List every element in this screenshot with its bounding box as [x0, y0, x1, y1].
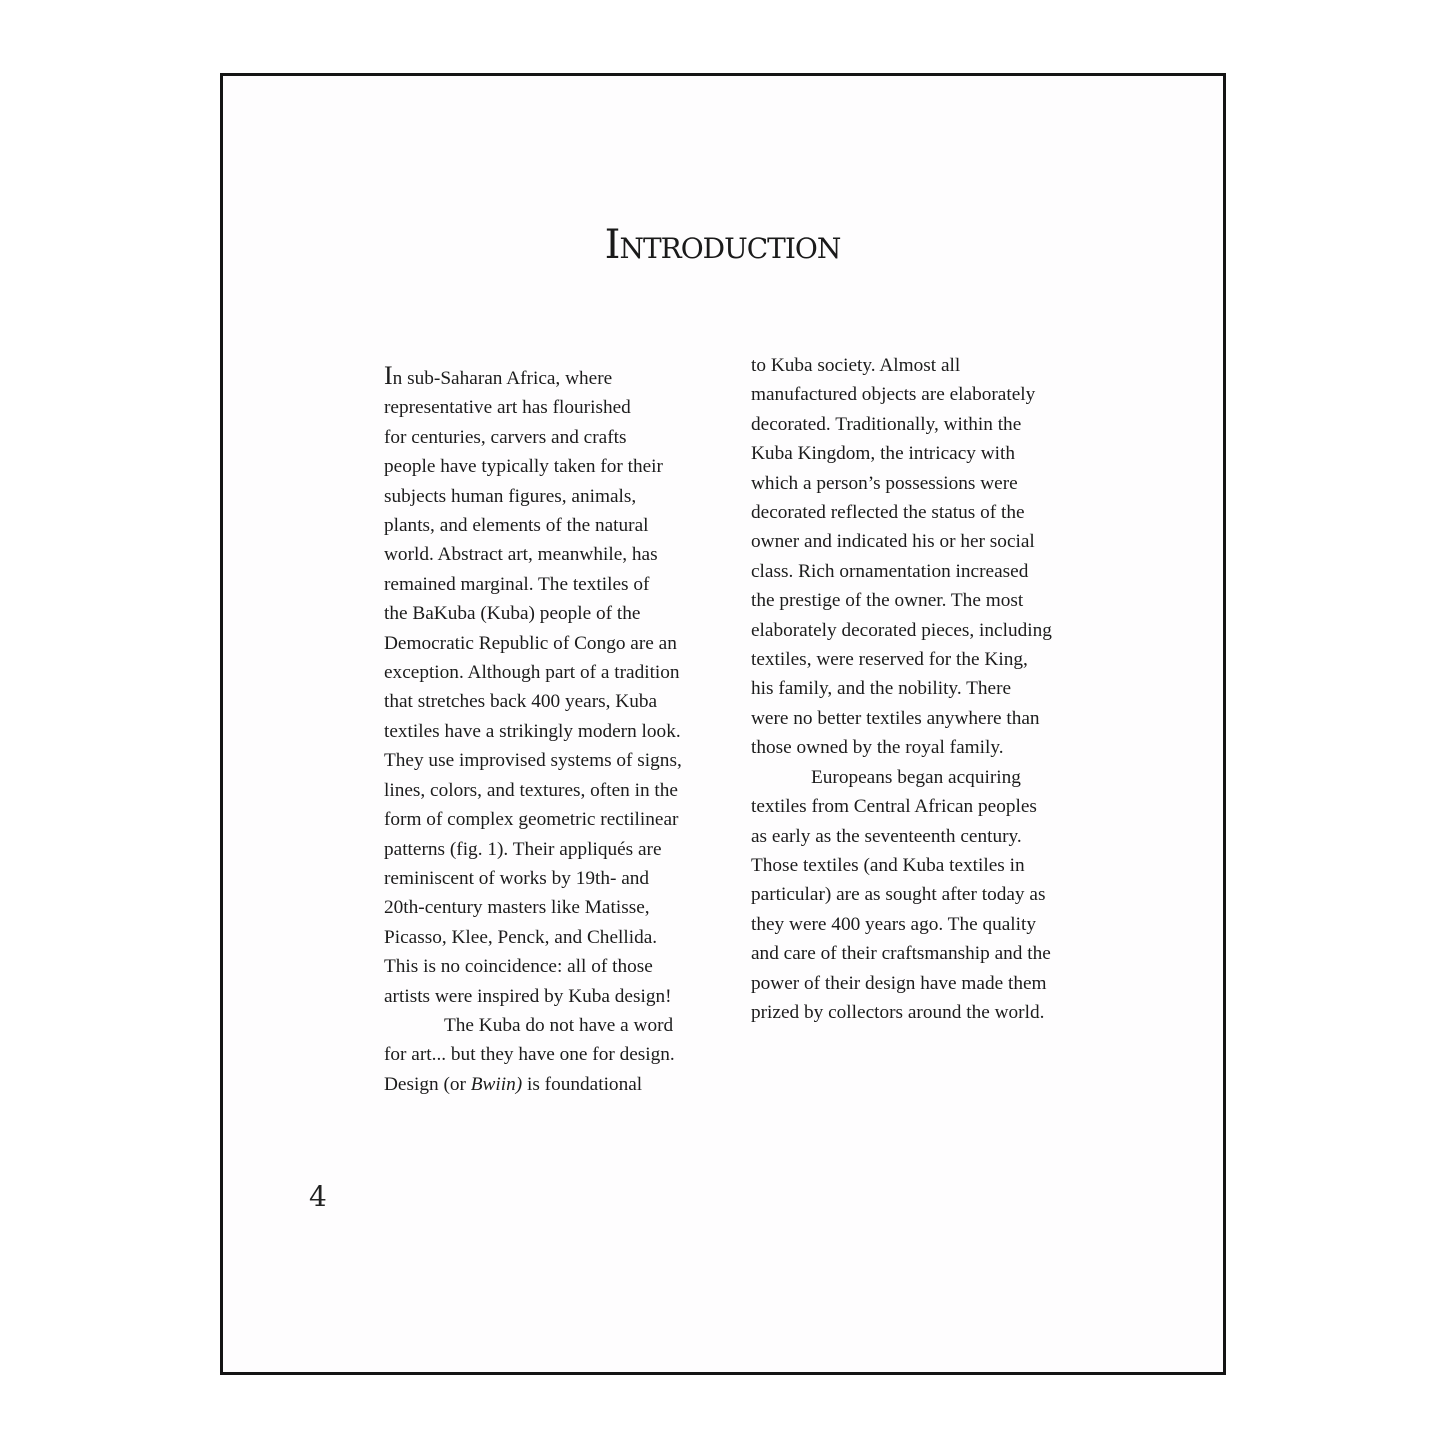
- text-line: [384, 361, 682, 393]
- drop-cap: I: [384, 361, 393, 390]
- text-fragment: n sub-Saharan Africa, where: [392, 368, 613, 389]
- text-line: his family, and the nobility. There: [751, 678, 1012, 700]
- text-line: class. Rich ornamentation increased: [751, 560, 1029, 582]
- text-line: Europeans began acquiring: [811, 766, 1021, 788]
- text-line: decorated. Traditionally, within the: [751, 413, 1022, 435]
- text-line: Democratic Republic of Congo are an: [384, 632, 677, 654]
- text-line: textiles have a strikingly modern look.: [384, 720, 681, 742]
- text-fragment: Design (or: [384, 1073, 471, 1095]
- text-line: were no better textiles anywhere than: [751, 707, 1040, 729]
- text-line: for art... but they have one for design.: [384, 1044, 675, 1066]
- text-line: those owned by the royal family.: [751, 737, 1004, 759]
- text-line: they were 400 years ago. The quality: [751, 913, 1037, 935]
- text-line: particular) are as sought after today as: [751, 884, 1046, 906]
- text-line: subjects human figures, animals,: [384, 485, 637, 507]
- italic-term: Bwiin): [470, 1073, 523, 1095]
- text-line: to Kuba society. Almost all: [751, 355, 961, 376]
- text-column-left: [384, 361, 682, 1099]
- text-line: world. Abstract art, meanwhile, has: [384, 544, 658, 566]
- text-line: plants, and elements of the natural: [384, 515, 649, 537]
- text-line: prized by collectors around the world.: [751, 1001, 1045, 1023]
- text-line: Those textiles (and Kuba textiles in: [751, 854, 1025, 876]
- text-fragment: is foundational: [522, 1073, 643, 1095]
- page-title: Introduction: [604, 222, 841, 268]
- text-line: This is no coincidence: all of those: [384, 956, 653, 978]
- text-line: The Kuba do not have a word: [444, 1014, 674, 1036]
- text-line: manufactured objects are elaborately: [751, 384, 1036, 406]
- page-number: 4: [309, 1180, 327, 1213]
- text-line: elaborately decorated pieces, including: [751, 619, 1052, 641]
- text-line: 20th-century masters like Matisse,: [384, 897, 650, 919]
- text-line: reminiscent of works by 19th- and: [384, 867, 650, 889]
- text-line: and care of their craftsmanship and the: [751, 943, 1051, 965]
- text-line: textiles from Central African peoples: [751, 796, 1037, 818]
- text-line: as early as the seventeenth century.: [751, 825, 1022, 847]
- text-line: decorated reflected the status of the: [751, 502, 1025, 524]
- text-line: that stretches back 400 years, Kuba: [384, 691, 658, 713]
- text-line: patterns (fig. 1). Their appliqués are: [384, 838, 662, 860]
- text-line: for centuries, carvers and crafts: [384, 426, 627, 448]
- text-line: Picasso, Klee, Penck, and Chellida.: [384, 926, 658, 948]
- text-line: people have typically taken for their: [384, 456, 663, 478]
- text-line: [384, 1070, 682, 1099]
- text-line: lines, colors, and textures, often in the: [384, 779, 678, 801]
- text-line: owner and indicated his or her social: [751, 531, 1035, 553]
- text-line: form of complex geometric rectilinear: [384, 809, 679, 831]
- text-line: representative art has flourished: [384, 397, 631, 419]
- text-line: textiles, were reserved for the King,: [751, 649, 1028, 671]
- text-line: exception. Although part of a tradition: [384, 662, 680, 684]
- text-line: power of their design have made them: [751, 972, 1047, 994]
- text-line: remained marginal. The textiles of: [384, 573, 650, 595]
- text-line: the BaKuba (Kuba) people of the: [384, 603, 641, 625]
- text-column-right: [751, 351, 1052, 1027]
- book-page: [220, 73, 1226, 1375]
- text-line: the prestige of the owner. The most: [751, 590, 1024, 612]
- text-line: They use improvised systems of signs,: [384, 750, 682, 772]
- text-line: artists were inspired by Kuba design!: [384, 985, 672, 1007]
- text-line: which a person’s possessions were: [751, 472, 1018, 494]
- text-line: Kuba Kingdom, the intricacy with: [751, 443, 1015, 465]
